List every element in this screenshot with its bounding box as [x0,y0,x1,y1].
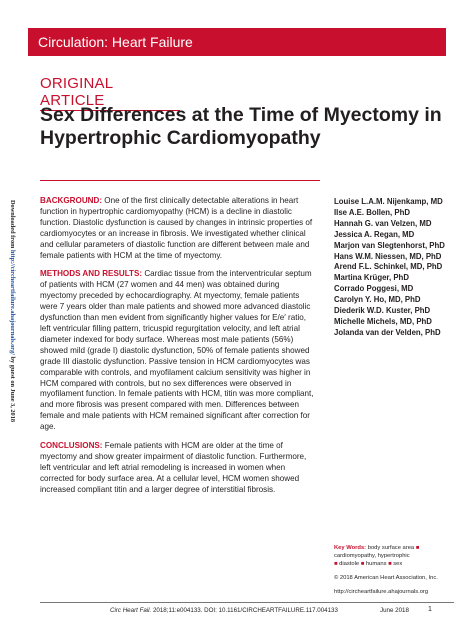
keyword: humans [365,561,387,567]
author-name: Louise L.A.M. Nijenkamp, MD [334,197,443,206]
journal-banner [28,28,446,56]
abstract-methods [40,269,316,433]
keyword: cardiomyopathy, hypertrophic [334,553,410,559]
author-name: Michelle Michels, MD, PhD [334,316,432,326]
author-list [334,197,452,339]
abstract [40,196,316,504]
conclusions-label: CONCLUSIONS: [40,441,103,451]
keyword-bullet-icon: ■ [334,561,338,567]
methods-text: Cardiac tissue from the interventricular septum of patients with HCM (27 women and 44 men) was obtained during myectomy preceded by echocardiography. At myectomy, female patients were 7 years older than male patients and showed more advanced diastolic dysfunction than men evident from significantly higher values for E/e′ ratio, left ventricular filling pattern, tricuspid regurgitation velocity, and left atrial diameter indexed for body surface. Whereas most male patients (56%) showed mild (grade I) diastolic dysfunction, 50% of female patients showed grade III diastolic dysfunction. Passive tension in HCM cardiomyocytes was comparable with controls, and myofilament calcium sensitivity was higher in HCM compared with controls, but no sex differences were observed in myofilament function. In female patients with HCM, titin was more compliant, and more fibrosis was present compared with men. Differences between female and male patients with HCM remained significant after correction for age. [40,269,314,432]
journal-name: Circulation: Heart Failure [38,34,193,50]
author-name: Corrado Poggesi, MD [334,284,414,294]
author-name: Marjon van Slegtenhorst, PhD [334,240,445,250]
article-type: ORIGINAL ARTICLE [40,75,180,111]
author-name: Diederik W.D. Kuster, PhD [334,306,431,316]
abstract-conclusions [40,441,316,496]
keyword: body surface area [367,545,415,551]
author-name: Jolanda van der Velden, PhD [334,327,441,337]
background-text: One of the first clinically detectable alterations in heart function in hypertrophic cardiomyopathy (HCM) is a decline in diastolic function. Diastolic dysfunction is caused by changes in intrinsic properties of cardiomyocytes or an increase in fibrosis. We investigated whether clinical and cellular parameters of diastolic function are different between male and female patients with HCM at the time of myectomy. [40,196,313,260]
author-name: Arend F.L. Schinkel, MD, PhD [334,262,443,272]
conclusions-text: Female patients with HCM are older at the time of myectomy and show greater impairment of diastolic function. Furthermore, left ventricular and left atrial remodeling is increased in women when corrected for body surface area. At a cellular level, HCM women showed increased compliant titin and a larger degree of interstitial fibrosis. [40,441,307,494]
footer-divider [40,602,454,603]
download-side-note [6,200,16,610]
page-number: 1 [428,606,432,613]
keywords-label: Key Words: [334,545,367,551]
methods-label: METHODS AND RESULTS: [40,269,143,279]
journal-abbrev: Circ Heart Fail. [110,607,152,614]
copyright: © 2018 American Heart Association, Inc. [334,575,438,581]
author-name: Carolyn Y. Ho, MD, PhD [334,295,421,305]
citation-text: 2018;11:e004133. DOI: 10.1161/CIRCHEARTFAILURE.117.004133 [151,607,338,614]
footer-citation [110,607,338,614]
background-label: BACKGROUND: [40,196,103,205]
keyword-bullet-icon: ■ [388,561,392,567]
keyword-bullet-icon: ■ [360,561,365,567]
side-note-suffix: by guest on June 3, 2018 [9,354,16,422]
author-name: Hans W.M. Niessen, MD, PhD [334,251,442,261]
author-name: Martina Krüger, PhD [334,273,409,283]
footer-date: June 2018 [380,607,409,614]
author-name: Hannah G. van Velzen, MD [334,218,432,228]
side-note-link[interactable]: http://circheartfailure.ahajournals.org/ [9,249,16,355]
keyword: diastole [339,561,360,567]
journal-url[interactable]: http://circheartfailure.ahajournals.org [334,589,429,595]
author-name: Jessica A. Regan, MD [334,229,415,239]
keyword-bullet-icon: ■ [415,545,420,551]
article-title: Sex Differences at the Time of Myectomy in Hypertrophic Cardiomyopathy [40,104,442,149]
abstract-divider [40,180,320,181]
abstract-background [40,196,316,261]
side-note-prefix: Downloaded from [9,200,16,250]
author-name: Ilse A.E. Bollen, PhD [334,207,410,217]
keyword: sex [393,561,403,567]
keywords [334,544,454,568]
